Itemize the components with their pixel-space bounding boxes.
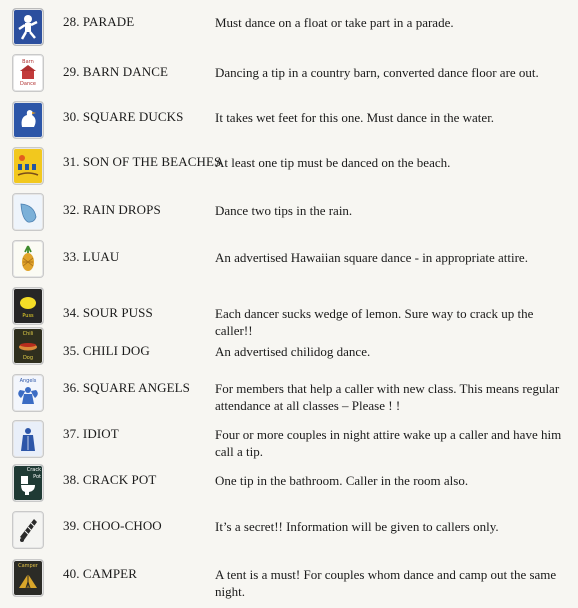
badge-description: One tip in the bathroom. Caller in the room also. bbox=[215, 473, 469, 488]
badge-title: 31. SON OF THE BEACHES bbox=[63, 154, 222, 169]
beach-icon bbox=[12, 147, 44, 185]
badge-description: Each dancer sucks wedge of lemon. Sure way to crack up the caller!! bbox=[215, 306, 534, 338]
lemon-icon: Puss bbox=[12, 287, 44, 325]
badge-description: It takes wet feet for this one. Must dance in the water. bbox=[215, 110, 495, 125]
badge-title: 34. SOUR PUSS bbox=[63, 305, 153, 320]
badge-description: A tent is a must! For couples whom dance and camp out the same night. bbox=[215, 567, 557, 599]
badge-description: Dance two tips in the rain. bbox=[215, 203, 353, 218]
badge-description: An advertised chilidog dance. bbox=[215, 344, 371, 359]
badge-description: It’s a secret!! Information will be given to callers only. bbox=[215, 519, 499, 534]
badge-title: 36. SQUARE ANGELS bbox=[63, 380, 191, 395]
train-icon bbox=[12, 511, 44, 549]
badge-title: 35. CHILI DOG bbox=[63, 343, 150, 358]
raindrop-icon bbox=[12, 193, 44, 231]
badge-title: 32. RAIN DROPS bbox=[63, 202, 161, 217]
badge-title: 29. BARN DANCE bbox=[63, 64, 169, 79]
nightshirt-icon bbox=[12, 420, 44, 458]
badge-title: 30. SQUARE DUCKS bbox=[63, 109, 184, 124]
badge-description: At least one tip must be danced on the beach. bbox=[215, 155, 451, 170]
badge-title: 37. IDIOT bbox=[63, 426, 119, 441]
pineapple-icon bbox=[12, 240, 44, 278]
badge-description: An advertised Hawaiian square dance - in appropriate attire. bbox=[215, 250, 528, 265]
badge-title: 28. PARADE bbox=[63, 14, 135, 29]
barn-dance-icon: Barn Dance bbox=[12, 54, 44, 92]
badge-description: For members that help a caller with new class. This means regular attendance at all classes – Please ! ! bbox=[215, 381, 560, 413]
toilet-icon: Crack Pot bbox=[12, 464, 44, 502]
parade-marcher-icon bbox=[12, 8, 44, 46]
badge-description: Four or more couples in night attire wake up a caller and have him call a tip. bbox=[215, 427, 562, 459]
badge-description: Dancing a tip in a country barn, converted dance floor are out. bbox=[215, 65, 539, 80]
badge-title: 38. CRACK POT bbox=[63, 472, 157, 487]
badge-title: 33. LUAU bbox=[63, 249, 120, 264]
badge-title: 39. CHOO-CHOO bbox=[63, 518, 162, 533]
angel-icon: Angels bbox=[12, 374, 44, 412]
chili-dog-icon: Chili Dog bbox=[12, 327, 44, 365]
tent-icon: Camper bbox=[12, 559, 44, 597]
duck-icon bbox=[12, 101, 44, 139]
badge-description: Must dance on a float or take part in a parade. bbox=[215, 15, 454, 30]
badge-title: 40. CAMPER bbox=[63, 566, 137, 581]
